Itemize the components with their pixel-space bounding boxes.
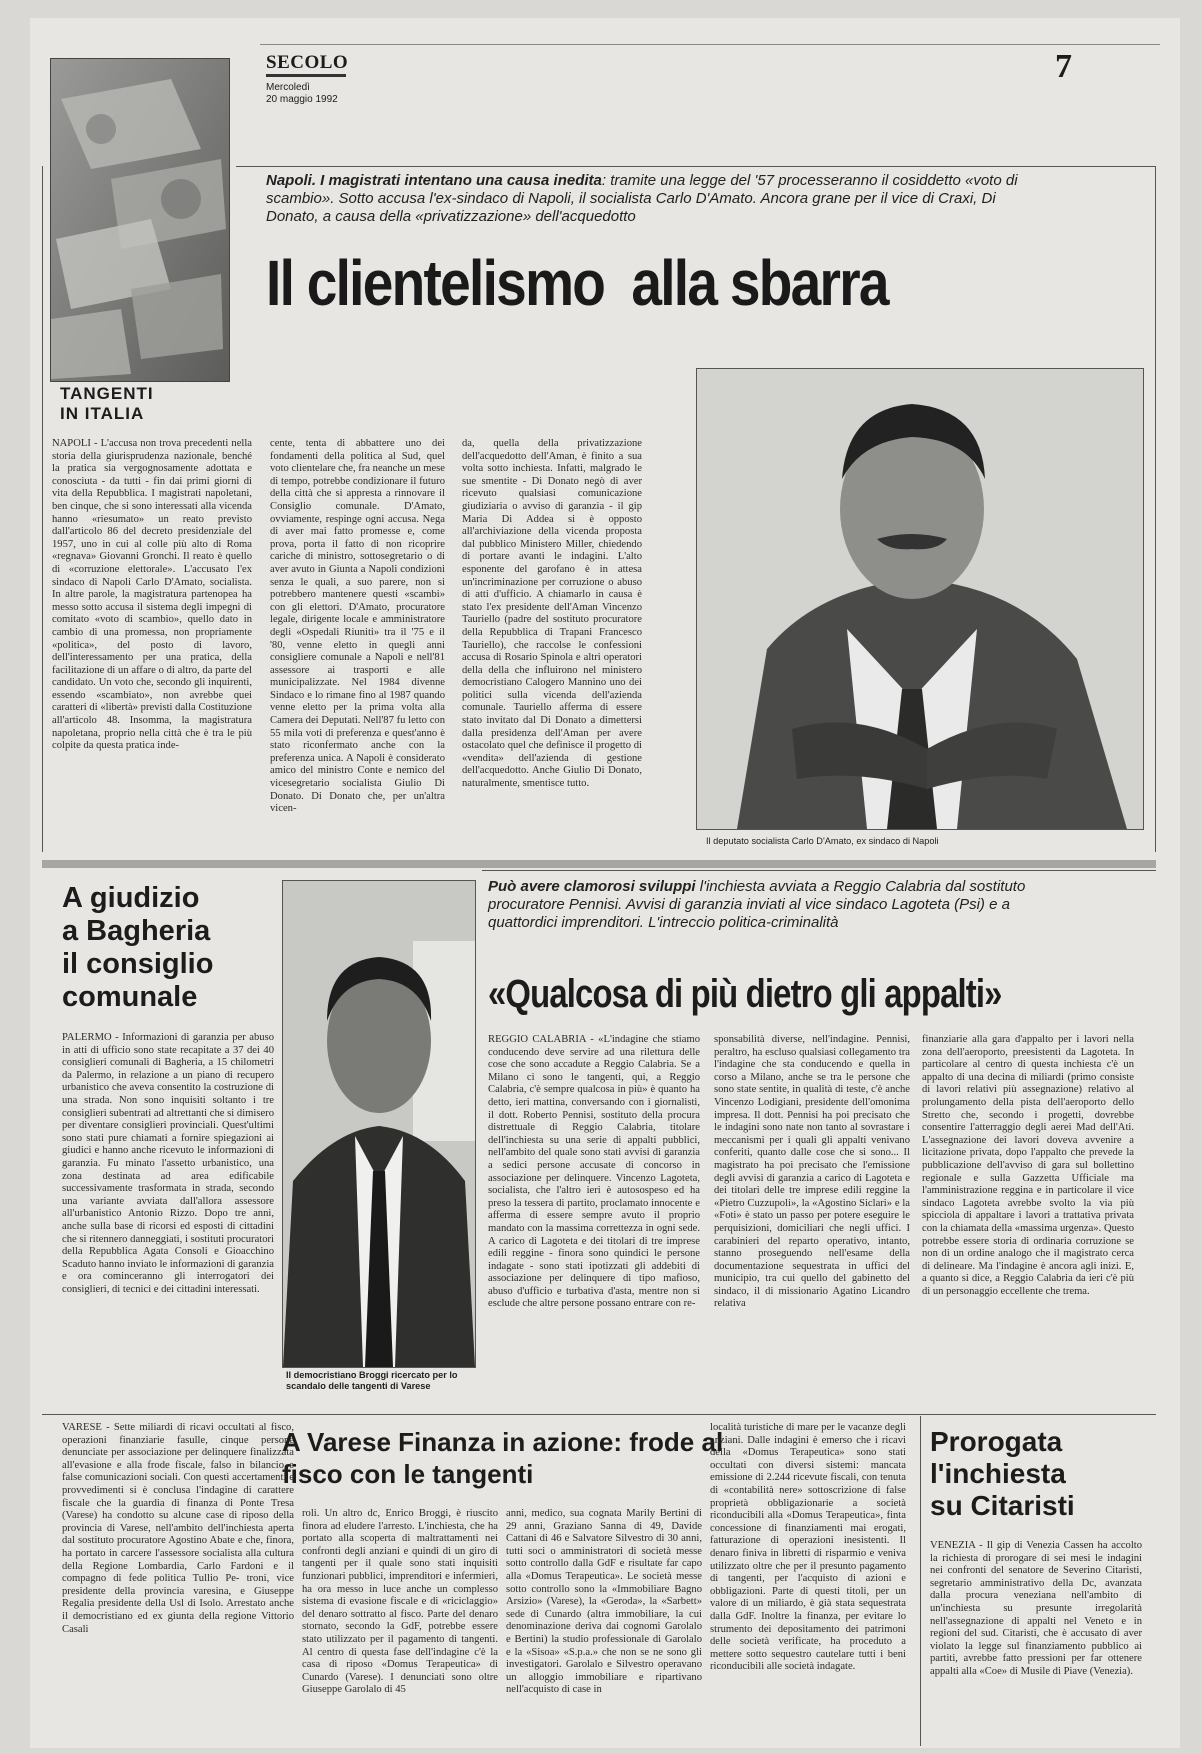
varese-col-3: anni, medico, sua cognata Marily Bertini di 29 anni, Graziano Sanna di 49, Davide Cattani di 46 e Salvatore Silvestro di 30 anni, tutti soci o amministratori di società messe sotto controllo dalla GdF e risultate far capo alla «Domus Terapeutica». Le società messe sotto controllo sono la «Immobiliare Bagno Arsizio» (Varese), la «Geroda», la «Sarbett» sede di Cunardo (altra immobiliare, la cui denominazione deriva dai cognomi Garolalo e Bertini) la studio professionale di Garolalo e la «Sisoa» «S.p.a.» che non se ne sono gli investigatori. Garolalo e Silvestro operavano un alloggio immobiliare e ripartivano nell'acquisto di case in — [506, 1508, 702, 1696]
citaristi-headline-3: su Citaristi — [930, 1490, 1075, 1521]
masthead-day: Mercoledì — [266, 82, 310, 93]
banknotes-image — [51, 59, 229, 381]
page-number: 7 — [1055, 48, 1072, 85]
section-label-tangenti: TANGENTI — [60, 384, 154, 403]
broggi-photo-caption: Il democristiano Broggi ricercato per lo scandalo delle tangenti di Varese — [286, 1370, 458, 1391]
damato-photo-caption: Il deputato socialista Carlo D'Amato, ex sindaco di Napoli — [706, 836, 939, 846]
top-story-col-2: cente, tenta di abbattere uno dei fondamenti della politica al Sud, quel voto clientelare che, fra neanche un mese di tempo, potrebbe condizionare il futuro della città che si appresta a rinnovare il Consiglio comunale. D'Amato, ovviamente, respinge ogni accusa. Nega di aver mai fatto promesse e, come prova, porta il fatto di non ricoprire cariche di ministro, sottosegretario o di aver avuto in Giunta a Napoli condizioni senza le quali, a suo parere, non si potrebbero mantenere questi «scambi» con gli elettori. D'Amato, procuratore legale, dirigente locale e amministratore degli «Ospedali Riuniti» tra il '75 e il '80, venne eletto in quegli anni consigliere comunale a Napoli e nell'81 assessore ai trasporti e alle municipalizzate. Nel 1984 divenne Sindaco e lo rimane fino al 1987 quando venne eletto per la prima volta alla Camera dei Deputati. Nell'87 fu letto con 55 mila voti di preferenza e quest'anno è stato riconfermato anche con la preferenza unica. A Napoli è considerato amico del ministro Conte e nemico del vicesegretario socialista Giulio Di Donato. Di Donato che, per un'altra vicen- — [270, 438, 445, 815]
varese-headline: A Varese Finanza in azione: frode al fisco con le tangenti — [282, 1427, 724, 1489]
top-story-kicker-rest: : tramite una legge del '57 processeranno il cosiddetto «voto di scambio». Sotto accusa l'ex-sindaco di Napoli, il socialista Carlo D'Amato. Ancora grane per il vice di Craxi, Di Donato, a causa della «privatizzazione» dell'acquedotto — [266, 172, 1018, 225]
top-story-headline: Il clientelismo alla sbarra — [266, 247, 888, 319]
citaristi-frame-left — [920, 1416, 921, 1746]
top-story-col-3: da, quella della privatizzazione dell'acquedotto dell'Aman, è finito a sua volta sotto inchiesta. Infatti, malgrado le sue smentite - Di Donato negò di aver ricevuto qualsiasi comunicazione giudiziaria o avviso di garanzia - il gip Maria Di Addea si è opposto all'archiviazione della vicenda proposta dal pubblico Ministero Miller, chiedendo di portare avanti le indagini. L'alto esponente del garofano è in attesa un'incriminazione per corruzione o abuso di atti d'ufficio. A chiamarlo in causa è stato l'ex presidente dell'Aman Vincenzo Tauriello (padre del sostituto procuratore della Repubblica di Trapani Francesco Tauriello), che raccolse le confessioni accusa di Rosario Spinola e altri operatori della della che influirono nel ministero democristiano Calogero Mannino uno dei politici sulla vicenda dell'azienda comunale. Tauriello afferma di essere stato invitato dal Di Donato a dimettersi dalla presidenza dell'Aman per avere ostacolato quel che definisce il progetto di «vendita» dell'azienda di gestione dell'acquedotto. Anche Giulio Di Donato, naturalmente, smentisce tutto. — [462, 438, 642, 790]
masthead-logo: SECOLO — [266, 52, 349, 73]
varese-col-2: roli. Un altro dc, Enrico Broggi, è riuscito finora ad eludere l'arresto. L'inchiesta, che ha portato alla scoperta di maltrattamenti nei confronti degli anziani e quindi di un giro di tangenti per il quale sono stati inquisiti funzionari pubblici, imprenditori e infermieri, ha ora messo in luce anche un complesso sistema di evasione fiscale e di «riciclaggio» del denaro sottratto al fisco. Parte del denaro stornato, secondo la GdF, potrebbe essere stato utilizzato per il pagamento di tangenti. Al centro di questa fase dell'indagine c'è la casa di riposo «Domus Terapeutica» di Cunardo (Varese). I denunciati sono oltre Giuseppe Garolalo di 45 — [302, 1508, 498, 1696]
reggio-kicker-lead: Può avere clamorosi sviluppi — [488, 878, 696, 895]
top-story-col-1: NAPOLI - L'accusa non trova precedenti nella storia della giurisprudenza nazionale, benché la pratica sia vergognosamente adottata e conosciuta - da tutti - fin dai primi giorni di vita della Repubblica. I magistrati napoletani, ben cinque, che si sono interessati alla vicenda hanno «riesumato» un reato previsto dall'articolo 86 del decreto presidenziale del 1957, uno in cui al colle più alto di Roma «regnava» Giovanni Gronchi. Il reato è quello di «corruzione elettorale». L'accusato l'ex sindaco di Napoli Carlo D'Amato, socialista. In altre parole, la magistratura partenopea ha messo sotto accusa il sistema degli impegni di comitato «voto di scambio», quello dato in cambio di una promessa, non propriamente «politica», del posto di lavoro, dell'interessamento per una pratica, della facilitazione di un affare o di altro, da parte del candidato. Un voto che, secondo gli inquirenti, essendo «scambiato», non avrebbe quei caratteri di «libertà» previsti dalla Costituzione all'articolo 48. Insomma, la magistratura napoletana, proprio nella città che è tra le più colpite da questa pratica inde- — [52, 438, 252, 752]
top-story-frame-right — [1155, 166, 1156, 852]
section-divider — [42, 860, 1156, 868]
citaristi-body: VENEZIA - Il gip di Venezia Cassen ha accolto la richiesta di prorogare di sei mesi le indagini nei confronti del senatore de Severino Citaristi, segretario amministrativo della Dc, avanzata dalla procura veneziana nell'ambito di un'inchiesta su presunte irregolarità nell'assegnazione di appalti nel Veneto e in regioni del sud. Citaristi, che è accusato di aver violato la legge sul finanziamento pubblico ai partiti, avrebbe fatto pressioni per far ottenere appalti alla «Coe» di Musile di Piave (Venezia). — [930, 1540, 1142, 1677]
citaristi-headline-1: Prorogata — [930, 1426, 1063, 1457]
top-story-frame-left — [42, 166, 43, 852]
portrait-man-tie-image — [283, 881, 475, 1367]
bagheria-headline-2: a Bagheria — [62, 915, 211, 947]
newspaper-page — [30, 18, 1180, 1748]
reggio-kicker-rest: l'inchiesta avviata a Reggio Calabria dal sostituto procuratore Pennisi. Avvisi di garanzia inviati al vice sindaco Lagoteta (Psi) e a quattordici imprenditori. L'intreccio politica-criminalità — [488, 878, 1026, 931]
lower-divider — [42, 1414, 1156, 1415]
masthead-top-rule — [260, 44, 1160, 45]
reggio-kicker — [488, 878, 1048, 932]
portrait-man-suit-image — [697, 369, 1143, 829]
bagheria-body: PALERMO - Informazioni di garanzia per abuso in atti di ufficio sono state recapitate a 37 dei 40 consiglieri comunali di Bagheria, a 15 chilometri da Palermo, in relazione a un piano di recupero urbanistico che aveva consentito la costruzione di una strada. Non sono inquisiti soltanto i tre consiglieri subentrati ad altrettanti che si dimisero per diventare consiglieri provinciali. Quest'ultimi sono stati pure chiamati a fornire spiegazioni ai giudici e hanno anche ricevuto le informazioni di garanzia. Fu minato l'assetto urbanistico, una zona destinata ad area edificabile successivamente trasformata in strada, secondo una variante avviata dall'allora assessore all'urbanistico Antonio Rizzo. Dopo tre anni, anche sulla base di ricorsi ed esposti di cittadini che si ritennero danneggiati, i sostituti procuratori della Repubblica Agata Consoli e Gioacchino Scaduto hanno inviato le informazioni di garanzia e ora cominceranno gli interrogatori dei consiglieri, di tecnici e dei cittadini interessati. — [62, 1032, 274, 1295]
sidebar-photo-money — [50, 58, 230, 382]
masthead-logo-underline — [266, 74, 346, 77]
reggio-headline: «Qualcosa di più dietro gli appalti» — [488, 972, 1002, 1016]
bagheria-headline-4: comunale — [62, 981, 198, 1013]
broggi-photo — [282, 880, 476, 1368]
reggio-col-3: finanziarie alla gara d'appalto per i lavori nella zona dell'aeroporto, preesistenti da Lagoteta. In particolare al centro di questa inchiesta c'è un appalto di una decina di miliardi (primo consiste di lavori relativi più assegnazione) relativo al prolungamento della pista dell'aeroporto dello Stretto che, secondo i progetti, dovrebbe consentire l'atterraggio degli aerei Mad dell'Ati. L'assegnazione dei lavori doveva avvenire a licitazione privata, dopo l'appalto che prevede la pubblicazione dell'avviso di gara sul bollettino regionale e sulla Gazzetta Ufficiale ma l'amministrazione reggina e in particolare il vice sindaco Lagoteta avrebbe svolto la via più spicciola di appaltare i lavori a trattativa privata con la chiamata della «massima urgenza». Questo potrebbe essere storia di ordinaria corruzione se non di un ordine analogo che il magistrato cerca di delineare. Ma l'indagine è ancora agli inizi. E, a quanto si dice, a Reggio Calabria da ieri c'è più di un personaggio eccellente che trema. — [922, 1034, 1134, 1297]
reggio-frame-top — [482, 870, 1156, 871]
reggio-col-2: sponsabilità diverse, nell'indagine. Pennisi, peraltro, ha escluso qualsiasi collegamento tra l'indagine che sta conducendo e quella in corso a Milano, anche se tra le persone che sono state sentite, in qualità di teste, c'è anche Vincenzo Lodigiani, presidente dell'omonima impresa. Il dott. Pennisi ha poi precisato che le indagini sono nate non tanto al sovrastare i meccanismi per i quali gli appalti venivano conferiti, quanto dalle cose che si sono... Il magistrato ha poi precisato che l'emissione degli avvisi di garanzia a carico di Lagoteta e dei titolari delle tre imprese edili reggine la «Pietro Cuzzupoli», la «Agostino Siclari» e la «Foti» è stato un passo per potere eseguire le perquisizioni, domiciliari che negli uffici. I carabinieri del reparto operativo, intanto, stanno proseguendo nell'esame della documentazione sequestrata in uffici del municipio, tra cui quello del gabinetto del sindaco, il di missionario Agatino Licandro relativa — [714, 1034, 910, 1310]
masthead-date: 20 maggio 1992 — [266, 94, 338, 105]
varese-col-4: località turistiche di mare per le vacanze degli anziani. Dalle indagini è emerso che i ricavi della «Domus Terapeutica» sono stati occultati con diversi sistemi: mancata emissione di 2.244 ricevute fiscali, con tenuta di «contabilità nere» sottoscrizione di false proprietà obbligazionarie a società riconducibili alla «Domus Terapeutica», finta concessione di finanziamenti mai erogati, fatturazione di operazioni inesistenti. Il denaro finiva in libretti di risparmio e veniva utilizzato oltre che per il presunto pagamento di tangenti, per l'acquisto di azioni e obbligazioni. Parte di questi titoli, per un valore di un miliardo, è già stata sequestrata dalla GdF. Inoltre la finanza, per evitare lo strumento dei depositamento dei patrimoni delle società verificate, ha proceduto a mettere sotto sequestro cautelare tutti i beni riconducibili alle società indagate. — [710, 1422, 906, 1673]
damato-photo — [696, 368, 1144, 830]
top-story-frame-top — [236, 166, 1156, 167]
varese-col-1: VARESE - Sette miliardi di ricavi occultati al fisco, operazioni finanziarie fasulle, cinque persone denunciate per associazione per delinquere finalizzata all'evasione e alla frode fiscale, falso in bilancio e false comunicazioni sociali. Con questi accertamenti e provvedimenti si è conclusa l'indagine di carattere fiscale che la guardia di finanza di Ponte Tresa (Varese) ha condotto su alcune case di riposo della provincia di Varese, nell'ambito dell'inchiesta aperta dal sostituto procuratore Agostino Abate e che, finora, ha portato in carcere l'assessore socialista alla cultura della Regione Lombardia, Carlo Fardoni e il compagno di fede politica Tullio Pe- troni, vice presidente della provincia varesina, e Giuseppe Regalia presidente della Usl di Isolo. Arrestato anche il democristiano ed ex giunta della regione Vittorio Casali — [62, 1422, 294, 1635]
citaristi-headline-2: l'inchiesta — [930, 1458, 1066, 1489]
top-story-kicker-lead: Napoli. I magistrati intentano una causa inedita — [266, 172, 602, 189]
top-story-kicker — [266, 172, 1026, 226]
bagheria-headline-3: il consiglio — [62, 948, 214, 980]
section-label-in-italia: IN ITALIA — [60, 404, 145, 423]
reggio-col-1: REGGIO CALABRIA - «L'indagine che stiamo conducendo deve servire ad una rilettura delle cose che sono accadute a Reggio Calabria. Se a Milano ci sono le tangenti, qui, a Reggio Calabria, c'è sempre qualcosa in più» è quanto ha detto, ieri mattina, conversando con i giornalisti, il dott. Roberto Pennisi, sostituto della procura distrettuale di Reggio Calabria, titolare dell'inchiesta su una serie di appalti pubblici, nell'ambito del quale sono stati avvisi di garanzia a sedici persone accusate di concorso in associazione per delinquere. Vincenzo Lagoteta, socialista, che l'altro ieri è autosospeso ed ha preso la tessera di partito, proclamato innocente e afferma di essere sempre avuto il proprio mandato con la massima correttezza in ogni sede. A carico di Lagoteta e dei titolari di tre imprese edili reggine - finora sono quindici le persone indagate - sono stati ipotizzati gli addebiti di associazione per delinquere di tipo mafioso, abuso d'ufficio e turbativa d'asta, mentre non si esclude che altre persone possano entrare con re- — [488, 1034, 700, 1310]
bagheria-headline-1: A giudizio — [62, 882, 200, 914]
